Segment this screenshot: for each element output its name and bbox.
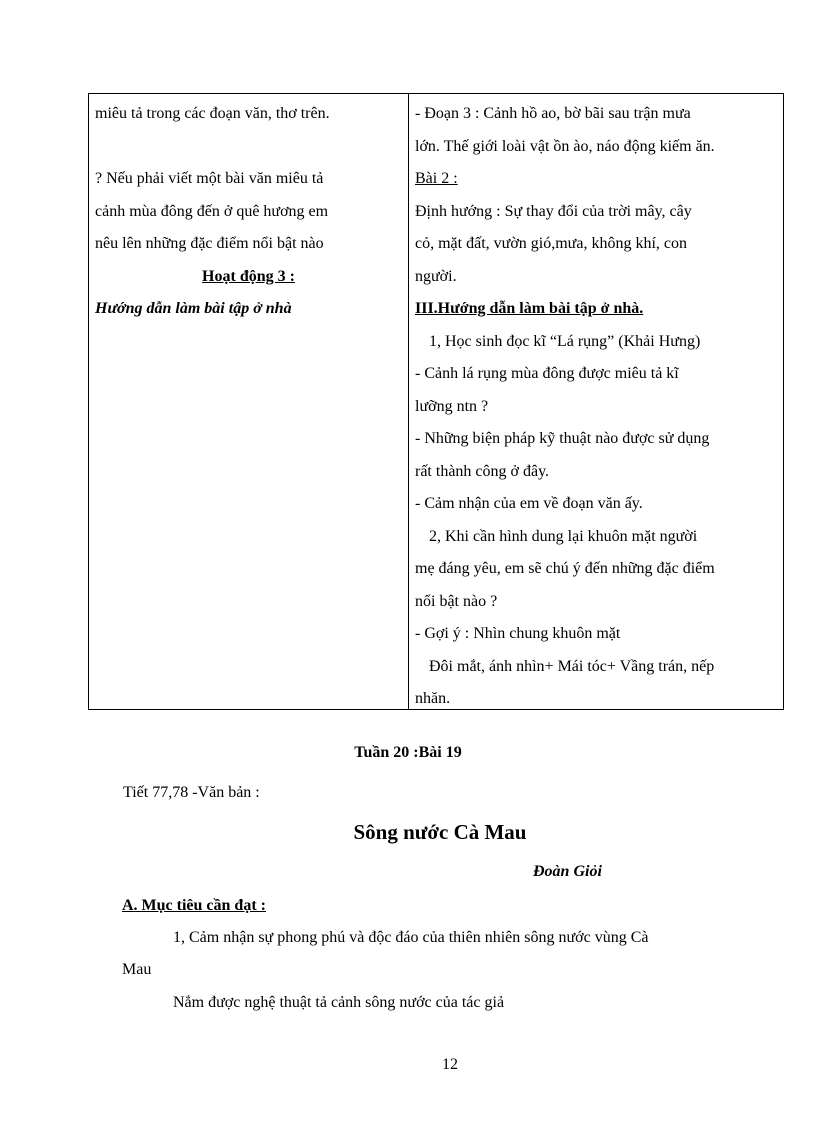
right-line-19: nhăn.: [415, 690, 451, 707]
right-line-17: - Gợi ý : Nhìn chung khuôn mặt: [415, 625, 621, 642]
week-heading: Tuần 20 :Bài 19: [354, 744, 462, 761]
lesson-title: Sông nước Cà Mau: [353, 820, 527, 844]
right-line-18: Đôi mắt, ánh nhìn+ Mái tóc+ Vầng trán, nếp: [429, 657, 715, 675]
exercise-2-label: Bài 2 :: [415, 170, 458, 187]
right-line-1: - Đoạn 3 : Cảnh hồ ao, bờ bãi sau trận mưa: [415, 105, 691, 122]
objective-paragraph-2: Nắm được nghệ thuật tả cảnh sông nước của tác giả: [173, 994, 505, 1011]
objective-paragraph-1-cont: Mau: [122, 961, 152, 978]
right-line-16: nổi bật nào ?: [415, 592, 498, 610]
right-line-5: cỏ, mặt đất, vườn gió,mưa, không khí, con: [415, 235, 687, 252]
table-right-column: [409, 94, 783, 709]
left-line-1: miêu tả trong các đoạn văn, thơ trên.: [95, 105, 330, 122]
activity-3-heading: Hoạt động 3 :: [202, 267, 295, 285]
table-left-column: [89, 94, 409, 709]
homework-guide-left: Hướng dẫn làm bài tập ở nhà: [95, 300, 292, 317]
right-line-13: - Cảm nhận của em về đoạn văn ấy.: [415, 495, 643, 512]
left-line-4: cảnh mùa đông đến ở quê hương em: [95, 202, 329, 220]
author-name: Đoàn Giỏi: [533, 863, 602, 880]
right-line-14: 2, Khi cần hình dung lại khuôn mặt người: [429, 527, 698, 545]
right-line-2: lớn. Thế giới loài vật ồn ào, náo động kiếm ăn.: [415, 137, 715, 155]
page-number: 12: [442, 1056, 458, 1073]
right-line-12: rất thành công ở đây.: [415, 462, 550, 480]
right-line-10: lưỡng ntn ?: [415, 397, 489, 415]
left-line-5: nêu lên những đặc điểm nổi bật nào: [95, 235, 324, 252]
right-line-15: mẹ đáng yêu, em sẽ chú ý đến những đặc điểm: [415, 560, 715, 577]
section-iii-heading: III.Hướng dẫn làm bài tập ở nhà.: [415, 300, 644, 317]
left-line-3: ? Nếu phải viết một bài văn miêu tả: [95, 170, 324, 187]
left-blank-line: [95, 131, 402, 164]
period-line: Tiết 77,78 -Văn bản :: [123, 784, 260, 801]
right-line-8: 1, Học sinh đọc kĩ “Lá rụng” (Khải Hưng): [429, 332, 701, 350]
right-line-9: - Cảnh lá rụng mùa đông được miêu tả kĩ: [415, 365, 679, 382]
right-line-11: - Những biện pháp kỹ thuật nào được sử dụng: [415, 430, 710, 447]
right-line-4: Định hướng : Sự thay đổi của trời mây, cây: [415, 202, 692, 220]
right-line-6: người.: [415, 267, 457, 285]
section-heading: A. Mục tiêu cần đạt :: [122, 897, 266, 914]
lesson-table: [88, 93, 784, 710]
objective-paragraph-1: 1, Cảm nhận sự phong phú và độc đáo của thiên nhiên sông nước vùng Cà: [173, 929, 649, 946]
